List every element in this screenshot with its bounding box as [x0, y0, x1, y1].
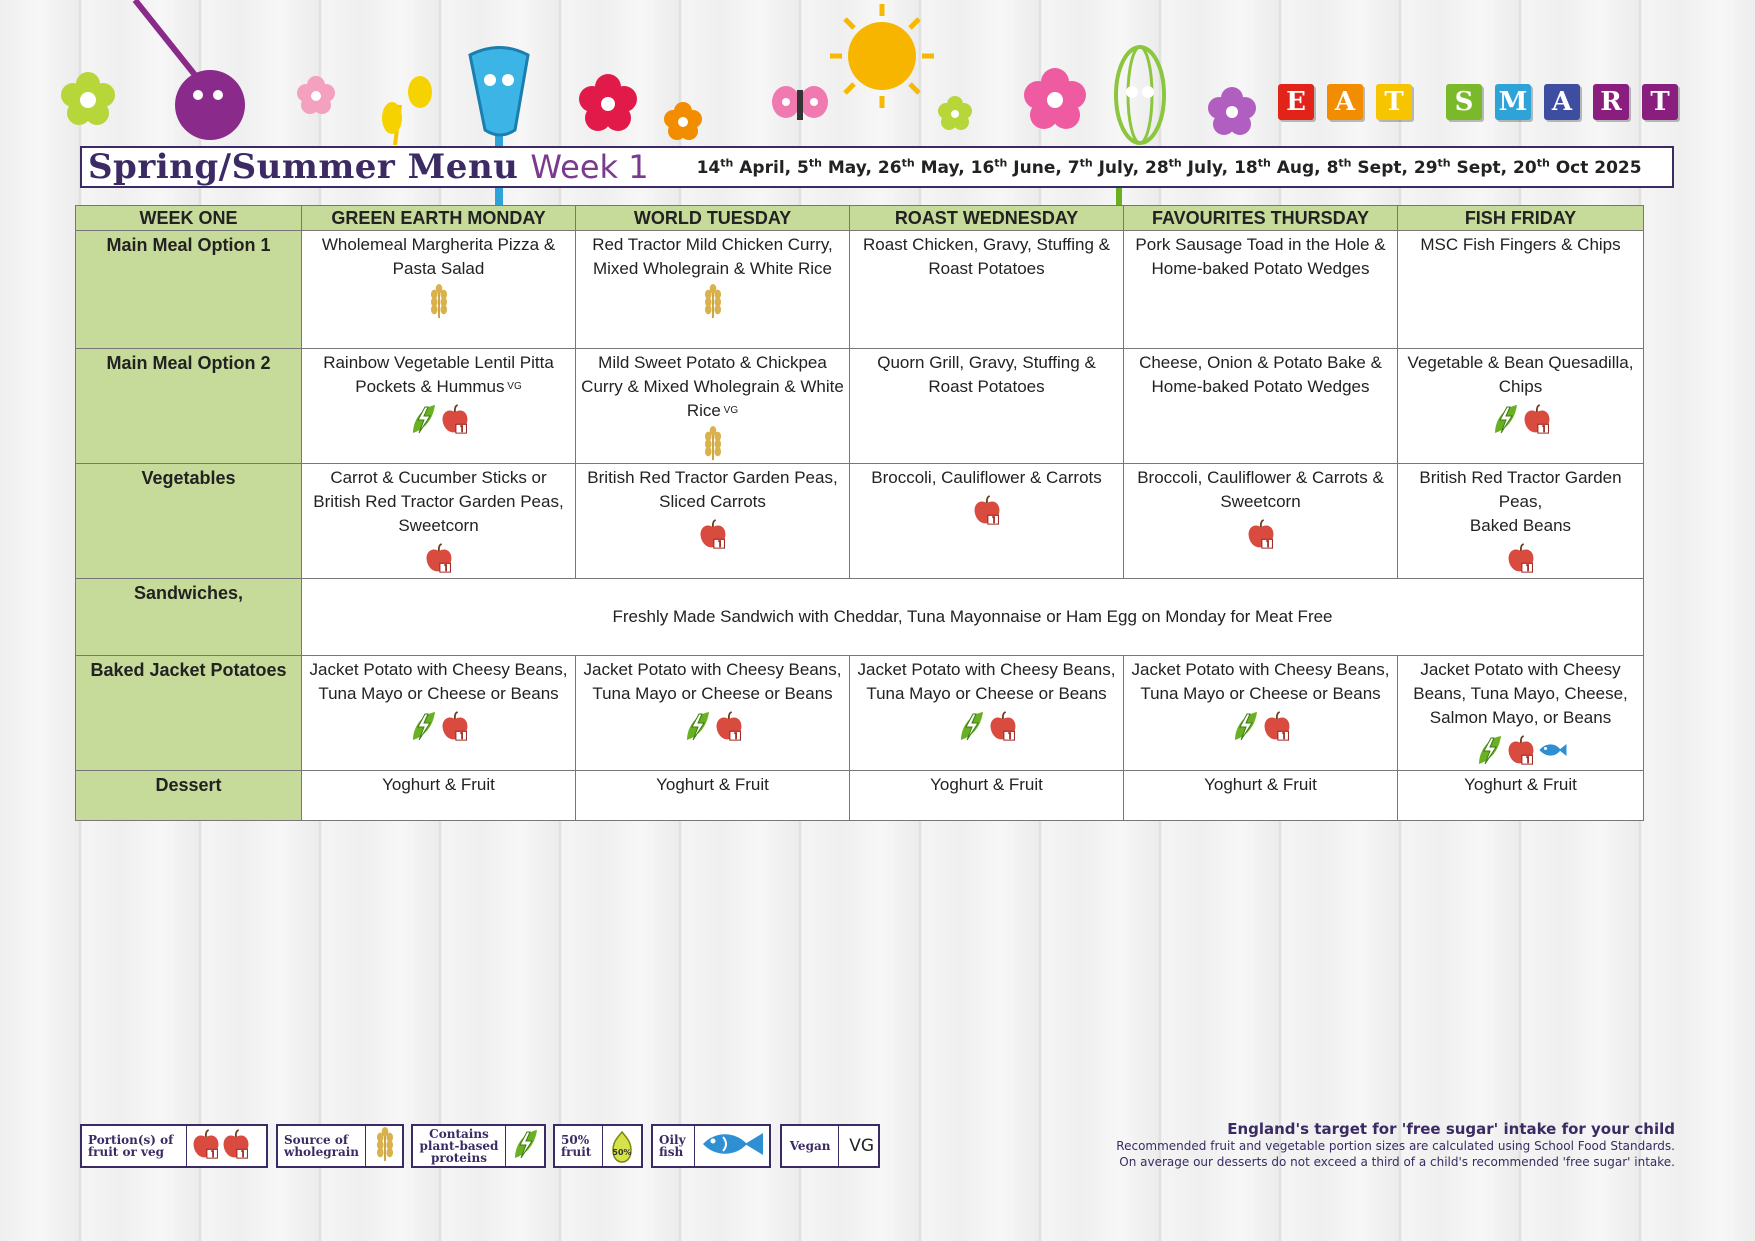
menu-cell: [302, 231, 576, 349]
menu-cell: [850, 464, 1124, 579]
legend-50-fruit: [553, 1124, 643, 1168]
menu-item-text: British Red Tractor Garden Peas, Sliced Carrots: [587, 468, 838, 511]
row-label: Vegetables: [76, 464, 302, 579]
apple-icon: [221, 1126, 251, 1162]
column-header: FAVOURITES THURSDAY: [1124, 206, 1398, 231]
pear-badge-text: 50%: [612, 1148, 632, 1157]
legend-icons: [506, 1126, 544, 1166]
dietary-icons: [306, 401, 571, 437]
legend-icon: [221, 1126, 251, 1166]
menu-date: 14th April,: [696, 156, 798, 178]
menu-cell: [576, 231, 850, 349]
menu-item-text: Red Tractor Mild Chicken Curry, Mixed Wholegrain & White Rice: [592, 235, 833, 278]
column-header: WEEK ONE: [76, 206, 302, 231]
row-label: Main Meal Option 1: [76, 231, 302, 349]
column-header: FISH FRIDAY: [1398, 206, 1644, 231]
dietary-icons: [1128, 708, 1393, 744]
legend-icon: [510, 1126, 540, 1166]
menu-cell: [1124, 349, 1398, 464]
fish-icon: [1538, 732, 1568, 768]
menu-date: 26th May,: [877, 156, 971, 178]
vegan-code: VG: [849, 1136, 874, 1156]
dietary-icons: [1128, 516, 1393, 552]
title-banner: [80, 146, 1674, 188]
menu-cell: [1124, 231, 1398, 349]
menu-date: 29th Sept,: [1413, 156, 1514, 178]
menu-cell: [850, 771, 1124, 821]
legend-icons: [603, 1128, 641, 1164]
menu-item-text: Broccoli, Cauliflower & Carrots: [871, 468, 1102, 487]
menu-cell: [1124, 656, 1398, 771]
menu-cell: [576, 464, 850, 579]
leaf-bolt-icon: [408, 401, 438, 437]
menu-cell: [302, 771, 576, 821]
table-row-sandwich: [76, 579, 1644, 656]
menu-item-text: Jacket Potato with Cheesy Beans, Tuna Mayo or Cheese or Beans: [583, 660, 842, 703]
dietary-icons: [1402, 732, 1639, 768]
apple-icon: [1506, 732, 1536, 768]
menu-cell: [576, 771, 850, 821]
dietary-icons: [306, 708, 571, 744]
footer-line: On average our desserts do not exceed a third of a child's recommended 'free sugar' intake.: [1119, 1155, 1675, 1169]
dietary-icons: [580, 708, 845, 744]
legend-icon: [370, 1126, 400, 1166]
table-row-main1: [76, 231, 1644, 349]
brand-letter-tile: T: [1642, 84, 1678, 120]
menu-item-text: Quorn Grill, Gravy, Stuffing & Roast Potatoes: [877, 353, 1096, 396]
brand-letter-tile: A: [1327, 84, 1363, 120]
legend-label: Source of wholegrain: [278, 1126, 366, 1166]
wheat-icon: [370, 1126, 400, 1162]
menu-cell: [1398, 231, 1644, 349]
flower-icon: [938, 96, 972, 130]
menu-cell: [1398, 464, 1644, 579]
dietary-icons: [854, 708, 1119, 744]
brand-letter-tile: E: [1278, 84, 1314, 120]
flower-icon: [664, 102, 702, 140]
brand-letter-tile: A: [1544, 84, 1580, 120]
eat-smart-logo: [1278, 84, 1691, 120]
flower-icon: [1208, 87, 1256, 135]
menu-item-text: Jacket Potato with Cheesy Beans, Tuna Mayo, Cheese, Salmon Mayo, or Beans: [1413, 660, 1628, 727]
menu-item-text: Yoghurt & Fruit: [930, 775, 1043, 794]
dietary-icons: [1402, 401, 1639, 437]
menu-item-text: Broccoli, Cauliflower & Carrots & Sweetcorn: [1137, 468, 1384, 511]
menu-cell: [1398, 656, 1644, 771]
spoon-icon: [135, 0, 245, 140]
menu-cell: [1124, 771, 1398, 821]
legend-label: Portion(s) of fruit or veg: [82, 1126, 187, 1166]
column-header: ROAST WEDNESDAY: [850, 206, 1124, 231]
row-label: Sandwiches,: [76, 579, 302, 656]
vegan-marker: VG: [504, 381, 522, 392]
dietary-icons: [306, 283, 571, 319]
menu-item-text: Rainbow Vegetable Lentil Pitta Pockets & Hummus $^{VG}$: [323, 353, 554, 396]
apple-icon: [1246, 516, 1276, 552]
menu-date: 20th Oct 2025: [1513, 156, 1642, 178]
table-header-row: [76, 206, 1644, 231]
legend-fruit: [80, 1124, 268, 1168]
brand-letter-tile: R: [1593, 84, 1629, 120]
leaf-bolt-icon: [1490, 401, 1520, 437]
menu-item-text: British Red Tractor Garden Peas, Baked Beans: [1419, 468, 1622, 535]
leaf-bolt-icon: [1230, 708, 1260, 744]
apple-icon: [698, 516, 728, 552]
legend-icons: [695, 1129, 769, 1163]
menu-item-text: Carrot & Cucumber Sticks or British Red Tractor Garden Peas, Sweetcorn: [313, 468, 564, 535]
brand-letter-tile: S: [1446, 84, 1482, 120]
menu-item-text: Cheese, Onion & Potato Bake & Home-baked Potato Wedges: [1139, 353, 1382, 396]
menu-item-text: Mild Sweet Potato & Chickpea Curry & Mixed Wholegrain & White Rice $^{VG}$: [581, 353, 844, 420]
menu-item-text: MSC Fish Fingers & Chips: [1420, 235, 1621, 254]
dietary-icons: [580, 516, 845, 552]
footer-line: Recommended fruit and vegetable portion sizes are calculated using School Food Standards.: [1116, 1139, 1675, 1153]
row-label: Baked Jacket Potatoes: [76, 656, 302, 771]
flower-icon: [579, 74, 637, 131]
menu-cell: [576, 656, 850, 771]
apple-icon: [1506, 540, 1536, 576]
flower-icon: [1024, 68, 1086, 129]
menu-date: 16th June,: [970, 156, 1068, 178]
menu-item-text: Yoghurt & Fruit: [1464, 775, 1577, 794]
column-header: GREEN EARTH MONDAY: [302, 206, 576, 231]
menu-cell: [302, 349, 576, 464]
menu-cell: [1124, 464, 1398, 579]
sandwich-text: Freshly Made Sandwich with Cheddar, Tuna Mayonnaise or Ham Egg on Monday for Meat Free: [302, 579, 1644, 656]
menu-cell: [302, 656, 576, 771]
dietary-icons: [306, 540, 571, 576]
table-row-dessert: [76, 771, 1644, 821]
legend-plant: [411, 1124, 546, 1168]
menu-cell: [850, 349, 1124, 464]
menu-cell: [850, 231, 1124, 349]
legend-label: Contains plant-based proteins: [413, 1126, 506, 1166]
menu-item-text: Yoghurt & Fruit: [656, 775, 769, 794]
leaf-bolt-icon: [510, 1126, 540, 1162]
menu-cell: [576, 349, 850, 464]
fish-icon: [699, 1129, 765, 1159]
apple-icon: [714, 708, 744, 744]
menu-item-text: Roast Chicken, Gravy, Stuffing & Roast Potatoes: [863, 235, 1110, 278]
footer-note: [1116, 1120, 1675, 1170]
apple-icon: [988, 708, 1018, 744]
dietary-icons: [1402, 540, 1639, 576]
table-row-jacket: [76, 656, 1644, 771]
menu-cell: [302, 464, 576, 579]
wheat-icon: [424, 283, 454, 319]
menu-date: 28th July,: [1144, 156, 1235, 178]
column-header: WORLD TUESDAY: [576, 206, 850, 231]
menu-item-text: Pork Sausage Toad in the Hole & Home-baked Potato Wedges: [1135, 235, 1386, 278]
sun-icon: [830, 4, 934, 108]
pear-icon: [607, 1128, 637, 1164]
menu-item-text: Yoghurt & Fruit: [382, 775, 495, 794]
table-row-veg: [76, 464, 1644, 579]
leaf-bolt-icon: [956, 708, 986, 744]
legend-icons: [187, 1126, 255, 1166]
menu-date: 8th Sept,: [1326, 156, 1414, 178]
menu-item-text: Jacket Potato with Cheesy Beans, Tuna Mayo or Cheese or Beans: [309, 660, 568, 703]
wheat-icon: [698, 283, 728, 319]
legend-wholegrain: [276, 1124, 404, 1168]
apple-icon: [1522, 401, 1552, 437]
menu-item-text: Vegetable & Bean Quesadilla, Chips: [1407, 353, 1634, 396]
flower-icon: [382, 76, 432, 145]
flower-icon: [61, 72, 115, 125]
dietary-icons: [854, 492, 1119, 528]
menu-item-text: Jacket Potato with Cheesy Beans, Tuna Mayo or Cheese or Beans: [857, 660, 1116, 703]
legend-label: Oily fish: [653, 1126, 695, 1166]
apple-icon: [972, 492, 1002, 528]
legend-icons: [366, 1126, 404, 1166]
week-label: Week 1: [530, 148, 649, 186]
apple-icon: [440, 401, 470, 437]
leaf-bolt-icon: [1474, 732, 1504, 768]
menu-table: [75, 205, 1644, 821]
vegan-marker: VG: [720, 405, 739, 416]
dietary-icons: [580, 283, 845, 319]
menu-cell: [1398, 771, 1644, 821]
apple-icon: [424, 540, 454, 576]
apple-icon: [440, 708, 470, 744]
menu-date: 18th Aug,: [1234, 156, 1327, 178]
table-row-main2: [76, 349, 1644, 464]
legend-vegan: [780, 1124, 880, 1168]
wheat-icon: [698, 425, 728, 461]
flower-icon: [297, 76, 335, 114]
footer-title: England's target for 'free sugar' intake for your child: [1227, 1120, 1675, 1138]
row-label: Dessert: [76, 771, 302, 821]
menu-item-text: Wholemeal Margherita Pizza & Pasta Salad: [321, 235, 556, 278]
menu-cell: [1398, 349, 1644, 464]
page-title: Spring/Summer Menu: [88, 147, 519, 187]
legend-label: 50% fruit: [555, 1126, 603, 1166]
menu-item-text: Jacket Potato with Cheesy Beans, Tuna Mayo or Cheese or Beans: [1131, 660, 1390, 703]
menu-date: 7th July,: [1067, 156, 1145, 178]
brand-letter-tile: T: [1376, 84, 1412, 120]
dietary-icons: [580, 425, 845, 461]
menu-dates: [697, 156, 1642, 178]
legend-oily-fish: [651, 1124, 771, 1168]
menu-item-text: Yoghurt & Fruit: [1204, 775, 1317, 794]
leaf-bolt-icon: [682, 708, 712, 744]
menu-date: 5th May,: [797, 156, 878, 178]
menu-cell: [850, 656, 1124, 771]
legend-icon: [191, 1126, 221, 1166]
leaf-bolt-icon: [408, 708, 438, 744]
legend-label: Vegan: [782, 1126, 839, 1166]
butterfly-icon: [772, 86, 828, 120]
brand-letter-tile: M: [1495, 84, 1531, 120]
legend-icon: [699, 1129, 765, 1163]
apple-icon: [191, 1126, 221, 1162]
apple-icon: [1262, 708, 1292, 744]
row-label: Main Meal Option 2: [76, 349, 302, 464]
